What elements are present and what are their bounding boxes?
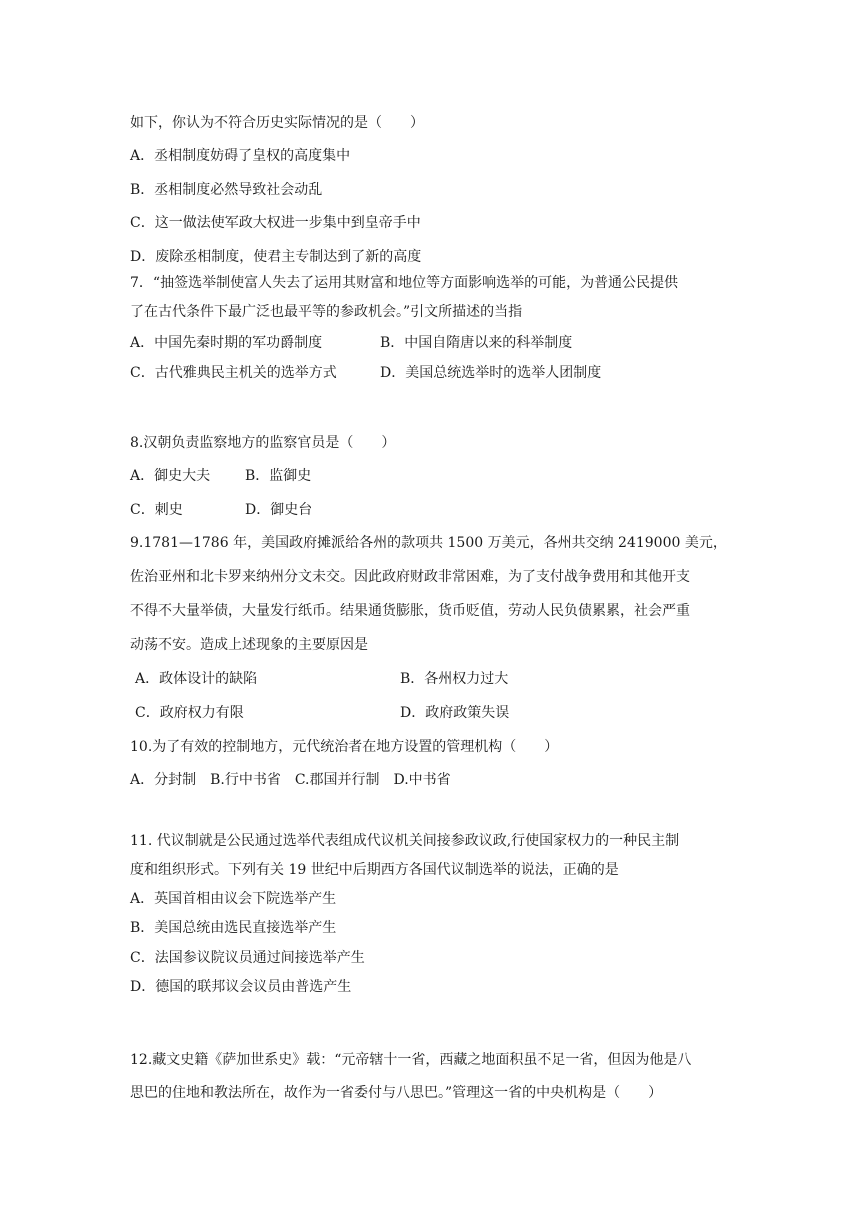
q7-option-d: D．美国总统选举时的选举人团制度 bbox=[380, 365, 602, 381]
q8-option-b: B．监御史 bbox=[245, 468, 312, 484]
q7-option-c: C．古代雅典民主机关的选举方式 bbox=[130, 365, 337, 381]
q12-stem-line-1: 12.藏文史籍《萨加世系史》载：“元帝辖十一省，西藏之地面积虽不足一省，但因为他是八 bbox=[130, 1052, 692, 1068]
q8-option-a: A．御史大夫 bbox=[130, 468, 211, 484]
q10-stem: 10.为了有效的控制地方，元代统治者在地方设置的管理机构（ ） bbox=[130, 739, 559, 755]
q7-option-a: A．中国先秦时期的军功爵制度 bbox=[130, 335, 323, 351]
q8-option-c: C．刺史 bbox=[130, 502, 183, 518]
q9-stem-line-2: 佐治亚州和北卡罗来纳州分文未交。因此政府财政非常困难，为了支付战争费用和其他开支 bbox=[130, 569, 690, 585]
q9-stem-line-1: 9.1781—1786 年，美国政府摊派给各州的款项共 1500 万美元，各州共交纳 2419000 美元， bbox=[130, 535, 727, 551]
q8-stem: 8.汉朝负责监察地方的监察官员是（ ） bbox=[130, 435, 396, 451]
q7-stem-line-1: 7．“抽签选举制使富人失去了运用其财富和地位等方面影响选举的可能，为普通公民提供 bbox=[130, 275, 679, 291]
q11-stem-line-1: 11. 代议制就是公民通过选举代表组成代议机关间接参政议政,行使国家权力的一种民主制 bbox=[130, 833, 680, 849]
q11-option-d: D．德国的联邦议会议员由普选产生 bbox=[130, 979, 352, 995]
q6-option-d: D．废除丞相制度，使君主专制达到了新的高度 bbox=[130, 249, 422, 265]
q6-option-a: A．丞相制度妨碍了皇权的高度集中 bbox=[130, 148, 351, 164]
q9-option-d: D．政府政策失误 bbox=[400, 705, 510, 721]
q6-stem-tail: 如下，你认为不符合历史实际情况的是（ ） bbox=[130, 115, 424, 131]
q9-stem-line-3: 不得不大量举债，大量发行纸币。结果通货膨胀，货币贬值，劳动人民负债累累，社会严重 bbox=[130, 603, 690, 619]
q9-stem-line-4: 动荡不安。造成上述现象的主要原因是 bbox=[130, 637, 368, 653]
q11-option-c: C．法国参议院议员通过间接选举产生 bbox=[130, 950, 365, 966]
q6-option-c: C．这一做法使军政大权进一步集中到皇帝手中 bbox=[130, 215, 421, 231]
q11-option-a: A．英国首相由议会下院选举产生 bbox=[130, 891, 337, 907]
q11-option-b: B．美国总统由选民直接选举产生 bbox=[130, 920, 337, 936]
q12-stem-line-2: 思巴的住地和教法所在，故作为一省委付与八思巴。”管理这一省的中央机构是（ ） bbox=[130, 1085, 663, 1101]
q9-option-b: B．各州权力过大 bbox=[400, 671, 509, 687]
q9-option-a: A．政体设计的缺陷 bbox=[135, 671, 258, 687]
q9-option-c: C．政府权力有限 bbox=[135, 705, 244, 721]
q7-stem-line-2: 了在古代条件下最广泛也最平等的参政机会。”引文所描述的当指 bbox=[130, 304, 523, 320]
q10-options: A．分封制 B.行中书省 C.郡国并行制 D.中书省 bbox=[130, 772, 451, 788]
q11-stem-line-2: 度和组织形式。下列有关 19 世纪中后期西方各国代议制选举的说法，正确的是 bbox=[130, 862, 619, 878]
q7-option-b: B．中国自隋唐以来的科举制度 bbox=[380, 335, 573, 351]
q8-option-d: D．御史台 bbox=[245, 502, 313, 518]
q6-option-b: B．丞相制度必然导致社会动乱 bbox=[130, 182, 323, 198]
